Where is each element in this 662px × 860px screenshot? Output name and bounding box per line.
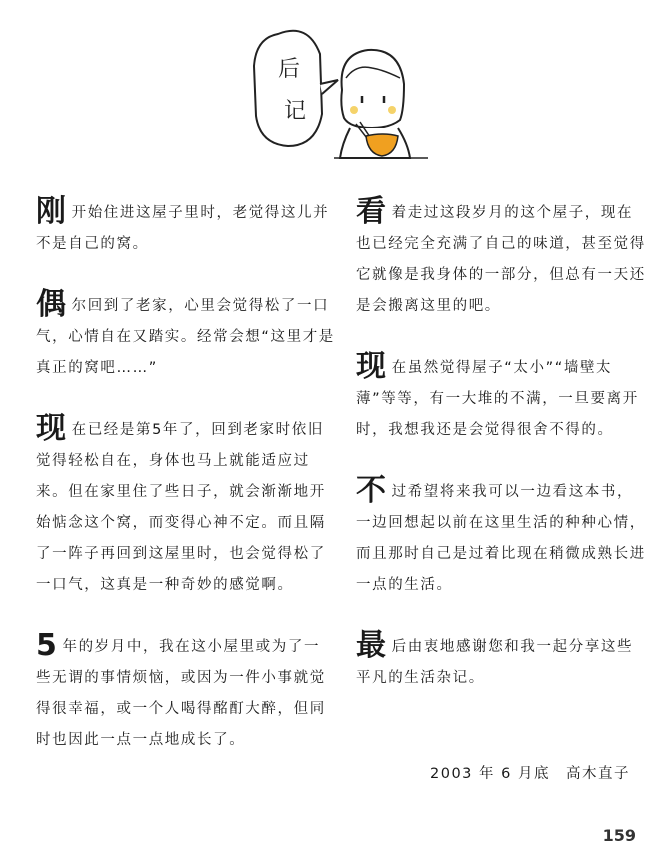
girl-with-bowl-drawing [250, 24, 430, 164]
drop-cap: 现 [36, 411, 68, 446]
signature-date-author: 2003 年 6 月底 高木直子 [430, 766, 630, 782]
drop-cap: 现 [356, 349, 388, 384]
afterword-illustration [250, 24, 430, 164]
paragraph [356, 628, 646, 694]
paragraph [356, 194, 646, 322]
paragraph-text: 尔回到了老家，心里会觉得松了一口气，心情自在又踏实。经常会想“这里才是真正的窝吧……” [36, 298, 335, 376]
drop-cap: 5 [36, 628, 59, 663]
paragraph [36, 287, 336, 384]
drop-cap: 不 [356, 473, 388, 508]
paragraph-text: 在虽然觉得屋子“太小”“墙壁太薄”等等，有一大堆的不满，一旦要离开时，我想我还是会觉得很舍不得的。 [356, 360, 639, 438]
paragraph-text: 年的岁月中，我在这小屋里或为了一些无谓的事情烦恼，或因为一件小事就觉得很幸福，或一个人喝得酩酊大醉，但同时也因此一点一点地成长了。 [36, 639, 326, 748]
drop-cap: 看 [356, 194, 388, 229]
drop-cap: 偶 [36, 287, 68, 322]
paragraph [36, 411, 336, 601]
paragraph-text: 着走过这段岁月的这个屋子，现在也已经完全充满了自己的味道，甚至觉得它就像是我身体的一部分，但总有一天还是会搬离这里的吧。 [356, 205, 646, 314]
paragraph-text: 后由衷地感谢您和我一起分享这些平凡的生活杂记。 [356, 639, 634, 686]
left-column [36, 194, 336, 787]
drop-cap: 最 [356, 628, 388, 663]
afterword-title-top: 后 [278, 57, 301, 82]
page-number: 159 [602, 826, 636, 845]
paragraph-text: 过希望将来我可以一边看这本书，一边回想起以前在这里生活的种种心情，而且那时自己是过着比现在稍微成熟长进一点的生活。 [356, 484, 646, 593]
paragraph [356, 349, 646, 446]
drop-cap: 刚 [36, 194, 68, 229]
paragraph [356, 473, 646, 601]
afterword-title-bottom: 记 [284, 99, 307, 124]
paragraph [36, 628, 336, 756]
paragraph-text: 开始住进这屋子里时，老觉得这儿并不是自己的窝。 [36, 205, 330, 252]
paragraph [36, 194, 336, 260]
paragraph-text: 在已经是第5年了，回到老家时依旧觉得轻松自在，身体也马上就能适应过来。但在家里住了些日子，就会渐渐地开始惦念这个窝，而变得心神不定。而且隔了一阵子再回到这屋里时，也会觉得松了一口气，这真是一种奇妙的感觉啊。 [36, 422, 326, 593]
right-column [356, 194, 646, 725]
